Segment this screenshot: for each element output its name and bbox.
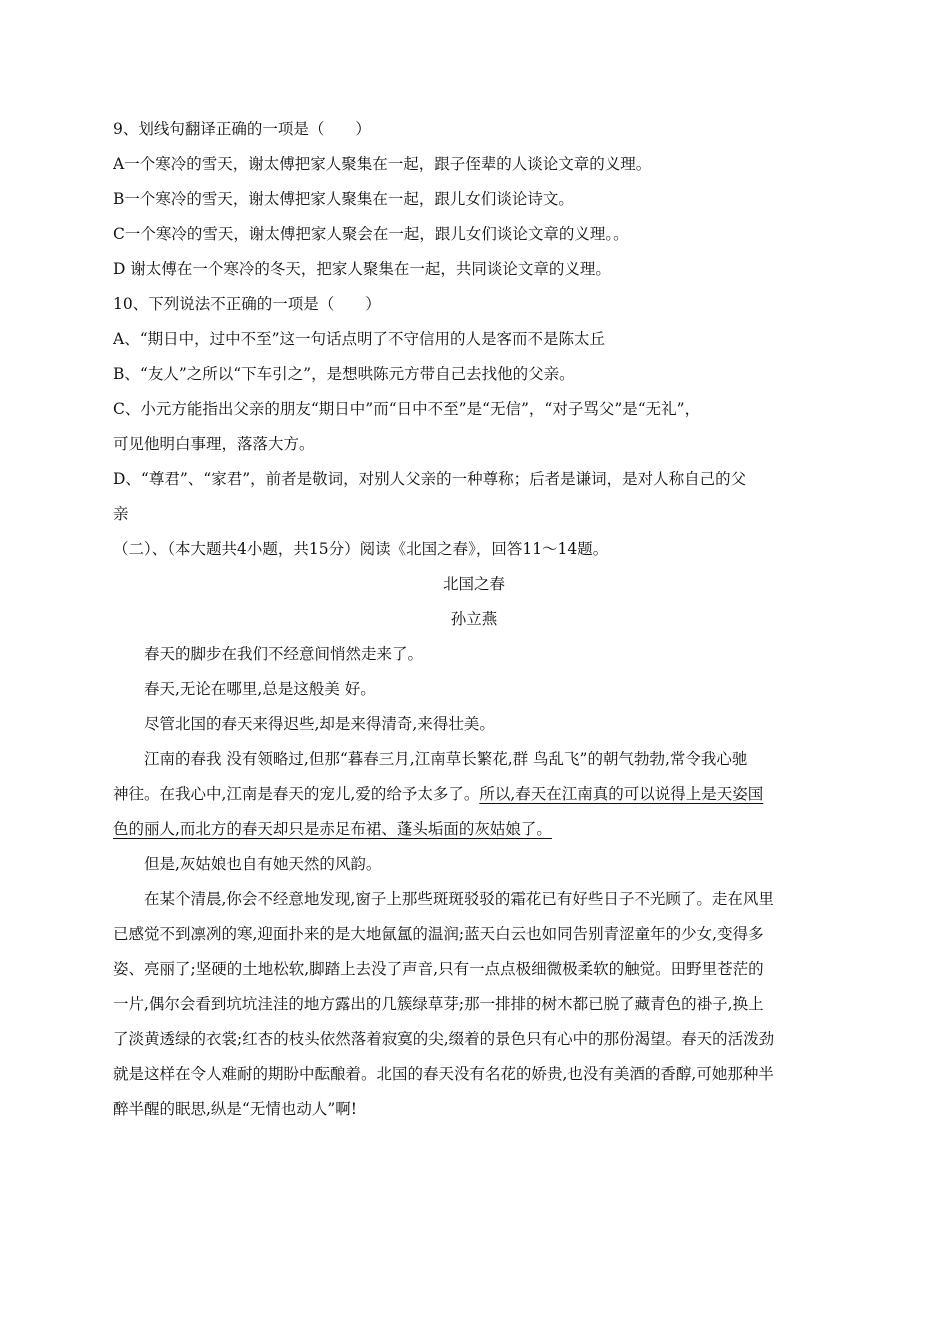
q10-option-c-line1: C、小元方能指出父亲的朋友“期日中”而“日中不至”是“无信”，“对子骂父”是“无礼”， <box>113 400 701 418</box>
section2-heading: （二）、（本大题共4小题，共15分）阅读《北国之春》，回答11～14题。 <box>113 540 609 558</box>
q10-option-d-line1: D、“尊君”、“家君”，前者是敬词，对别人父亲的一种尊称；后者是谦词，是对人称自己的父 <box>113 470 747 488</box>
article-paragraph-4-line1: 江南的春我 没有领略过,但那“暮春三月,江南草长繁花,群 鸟乱飞”的朝气勃勃,常令我心驰 <box>144 750 748 768</box>
q9-option-a: A一个寒冷的雪天，谢太傅把家人聚集在一起，跟子侄辈的人谈论文章的义理。 <box>113 155 652 173</box>
q9-option-b: B一个寒冷的雪天，谢太傅把家人聚集在一起，跟儿女们谈论诗文。 <box>113 190 574 208</box>
article-paragraph-6-line5: 了淡黄透绿的衣裳;红杏的枝头依然落着寂寞的尖,缀着的景色只有心中的那份渴望。春天的活泼劲 <box>113 1030 775 1048</box>
q10-option-a: A、“期日中，过中不至”这一句话点明了不守信用的人是客而不是陈太丘 <box>113 330 606 348</box>
underlined-sentence-part1: 所以,春天在江南真的可以说得上是天姿国 <box>479 785 764 803</box>
article-paragraph-2: 春天,无论在哪里,总是这般美 好。 <box>144 680 376 698</box>
article-paragraph-6-line7: 醉半醒的眠思,纵是“无情也动人”啊! <box>113 1100 358 1118</box>
q10-stem: 10、下列说法不正确的一项是（ ） <box>113 295 381 313</box>
q10-option-c-line2: 可见他明白事理，落落大方。 <box>113 435 315 453</box>
q9-option-d: D 谢太傅在一个寒冷的冬天，把家人聚集在一起，共同谈论文章的义理。 <box>113 260 611 278</box>
paragraph-4-plain-text: 神往。在我心中,江南是春天的宠儿,爱的给予太多了。 <box>113 785 480 803</box>
article-paragraph-6-line3: 姿、亮丽了;坚硬的土地松软,脚踏上去没了声音,只有一点点极细微极柔软的触觉。田野里苍茫的 <box>113 960 764 978</box>
article-paragraph-6-line2: 已感觉不到凛冽的寒,迎面扑来的是大地氤氲的温润;蓝天白云也如同告别青涩童年的少女,变得多 <box>113 925 764 943</box>
article-paragraph-4-line2 <box>113 777 835 812</box>
q9-stem: 9、划线句翻译正确的一项是（ ） <box>113 120 371 138</box>
q9-option-c: C一个寒冷的雪天，谢太傅把家人聚会在一起，跟儿女们谈论文章的义理。。 <box>113 225 629 243</box>
q10-option-d-line2: 亲 <box>113 505 129 523</box>
article-paragraph-6-line4: 一片,偶尔会看到坑坑洼洼的地方露出的几簇绿草芽;那一排排的树木都已脱了藏青色的褂子,换上 <box>113 995 764 1013</box>
article-title: 北国之春 <box>442 575 505 593</box>
article-paragraph-3: 尽管北国的春天来得迟些,却是来得清奇,来得壮美。 <box>144 715 495 733</box>
article-author: 孙立燕 <box>450 610 498 628</box>
article-paragraph-6-line6: 就是这样在令人难耐的期盼中酝酿着。北国的春天没有名花的娇贵,也没有美酒的香醇,可她那种半 <box>113 1065 774 1083</box>
exam-page <box>113 112 835 1127</box>
underlined-sentence-part2: 色的丽人,而北方的春天却只是赤足布裙、蓬头垢面的灰姑娘了。 <box>113 820 552 838</box>
article-paragraph-5: 但是,灰姑娘也自有她天然的风韵。 <box>144 855 382 873</box>
q10-option-b: B、“友人”之所以“下车引之”，是想哄陈元方带自己去找他的父亲。 <box>113 365 575 383</box>
article-paragraph-1: 春天的脚步在我们不经意间悄然走来了。 <box>144 645 424 663</box>
article-paragraph-6-line1: 在某个清晨,你会不经意地发现,窗子上那些斑斑驳驳的霜花已有好些日子不光顾了。走在风里 <box>144 890 774 908</box>
article-paragraph-4-line3 <box>113 812 835 847</box>
